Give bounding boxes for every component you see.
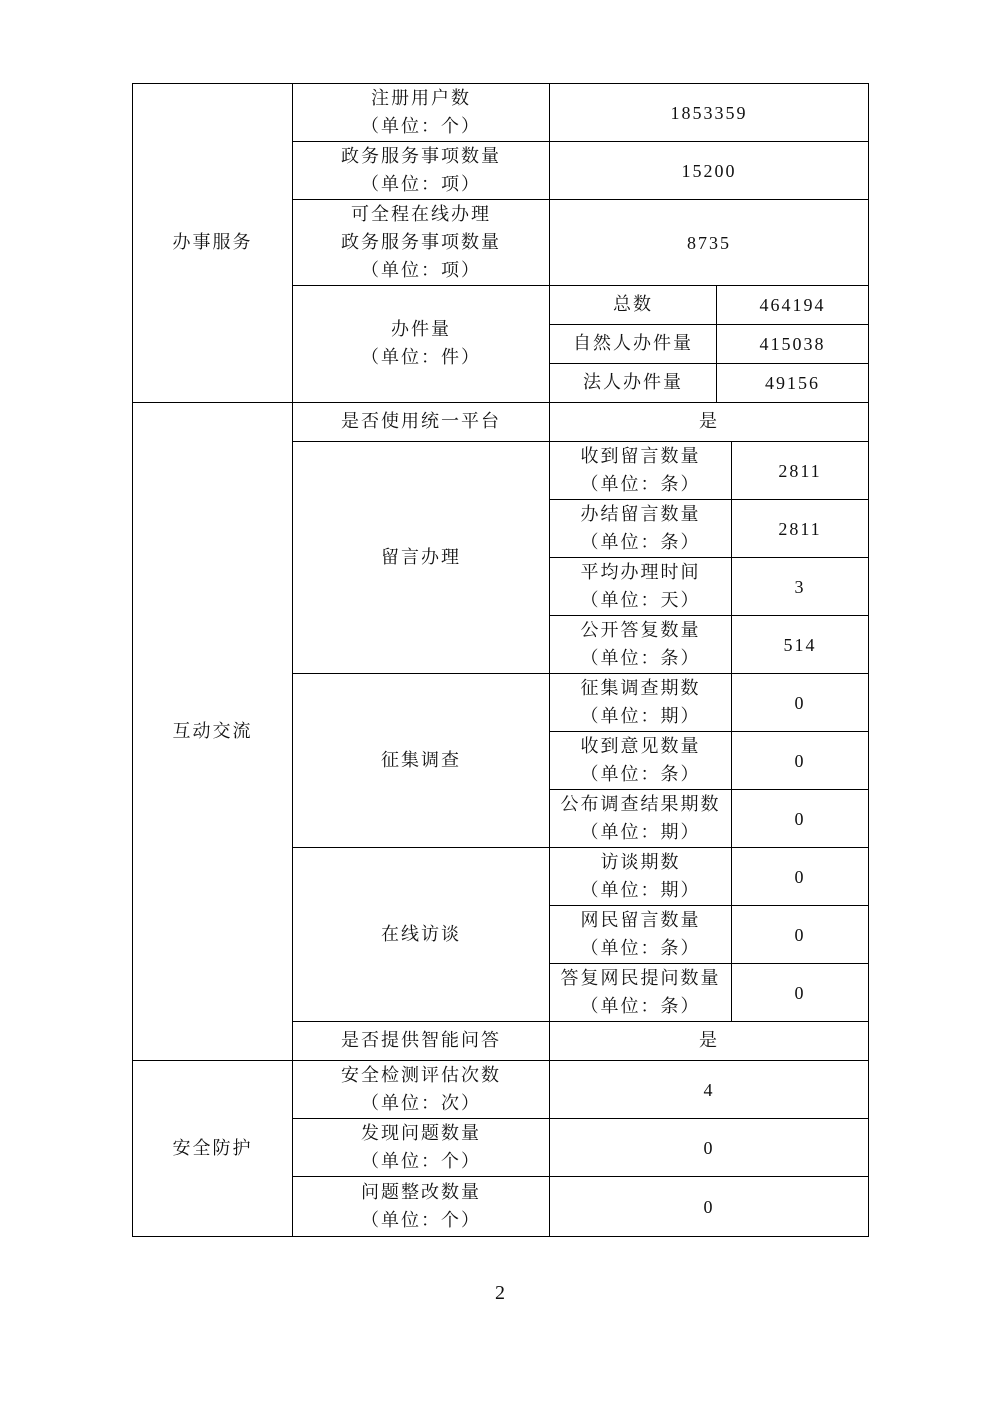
case-legal-person-label: 法人办件量 (550, 364, 717, 403)
average-time-label: 平均办理时间 （单位：天） (550, 558, 732, 616)
interview-label: 在线访谈 (293, 848, 550, 1022)
interview-periods-value: 0 (732, 848, 869, 906)
public-replies-label: 公开答复数量 （单位：条） (550, 616, 732, 674)
opinions-received-value: 0 (732, 732, 869, 790)
issues-found-label: 发现问题数量 （单位：个） (293, 1119, 550, 1177)
security-checks-label: 安全检测评估次数 （单位：次） (293, 1061, 550, 1119)
case-natural-person-value: 415038 (717, 325, 869, 364)
survey-label: 征集调查 (293, 674, 550, 848)
section-services: 办事服务 (133, 84, 293, 403)
survey-results-value: 0 (732, 790, 869, 848)
public-replies-value: 514 (732, 616, 869, 674)
average-time-value: 3 (732, 558, 869, 616)
issues-fixed-label: 问题整改数量 （单位：个） (293, 1177, 550, 1237)
online-items-label: 可全程在线办理 政务服务事项数量 （单位：项） (293, 200, 550, 286)
netizen-replies-value: 0 (732, 964, 869, 1022)
survey-periods-value: 0 (732, 674, 869, 732)
case-total-label: 总数 (550, 286, 717, 325)
opinions-received-label: 收到意见数量 （单位：条） (550, 732, 732, 790)
table-row (133, 403, 869, 442)
case-natural-person-label: 自然人办件量 (550, 325, 717, 364)
table-row (133, 1061, 869, 1119)
unified-platform-label: 是否使用统一平台 (293, 403, 550, 442)
case-total-value: 464194 (717, 286, 869, 325)
registered-users-label: 注册用户数 （单位：个） (293, 84, 550, 142)
registered-users-value: 1853359 (550, 84, 869, 142)
smart-qa-label: 是否提供智能问答 (293, 1022, 550, 1061)
survey-results-label: 公布调查结果期数 （单位：期） (550, 790, 732, 848)
smart-qa-value: 是 (550, 1022, 869, 1061)
case-legal-person-value: 49156 (717, 364, 869, 403)
issues-fixed-value: 0 (550, 1177, 869, 1237)
table-row (133, 84, 869, 142)
service-items-value: 15200 (550, 142, 869, 200)
interview-periods-label: 访谈期数 （单位：期） (550, 848, 732, 906)
statistics-table (132, 83, 869, 1237)
case-volume-label: 办件量 （单位：件） (293, 286, 550, 403)
online-items-value: 8735 (550, 200, 869, 286)
messages-received-value: 2811 (732, 442, 869, 500)
netizen-messages-value: 0 (732, 906, 869, 964)
messages-closed-value: 2811 (732, 500, 869, 558)
netizen-messages-label: 网民留言数量 （单位：条） (550, 906, 732, 964)
security-checks-value: 4 (550, 1061, 869, 1119)
service-items-label: 政务服务事项数量 （单位：项） (293, 142, 550, 200)
messages-closed-label: 办结留言数量 （单位：条） (550, 500, 732, 558)
netizen-replies-label: 答复网民提问数量 （单位：条） (550, 964, 732, 1022)
messages-received-label: 收到留言数量 （单位：条） (550, 442, 732, 500)
section-security: 安全防护 (133, 1061, 293, 1237)
unified-platform-value: 是 (550, 403, 869, 442)
issues-found-value: 0 (550, 1119, 869, 1177)
messages-label: 留言办理 (293, 442, 550, 674)
page-number: 2 (495, 1282, 505, 1304)
survey-periods-label: 征集调查期数 （单位：期） (550, 674, 732, 732)
section-interaction: 互动交流 (133, 403, 293, 1061)
